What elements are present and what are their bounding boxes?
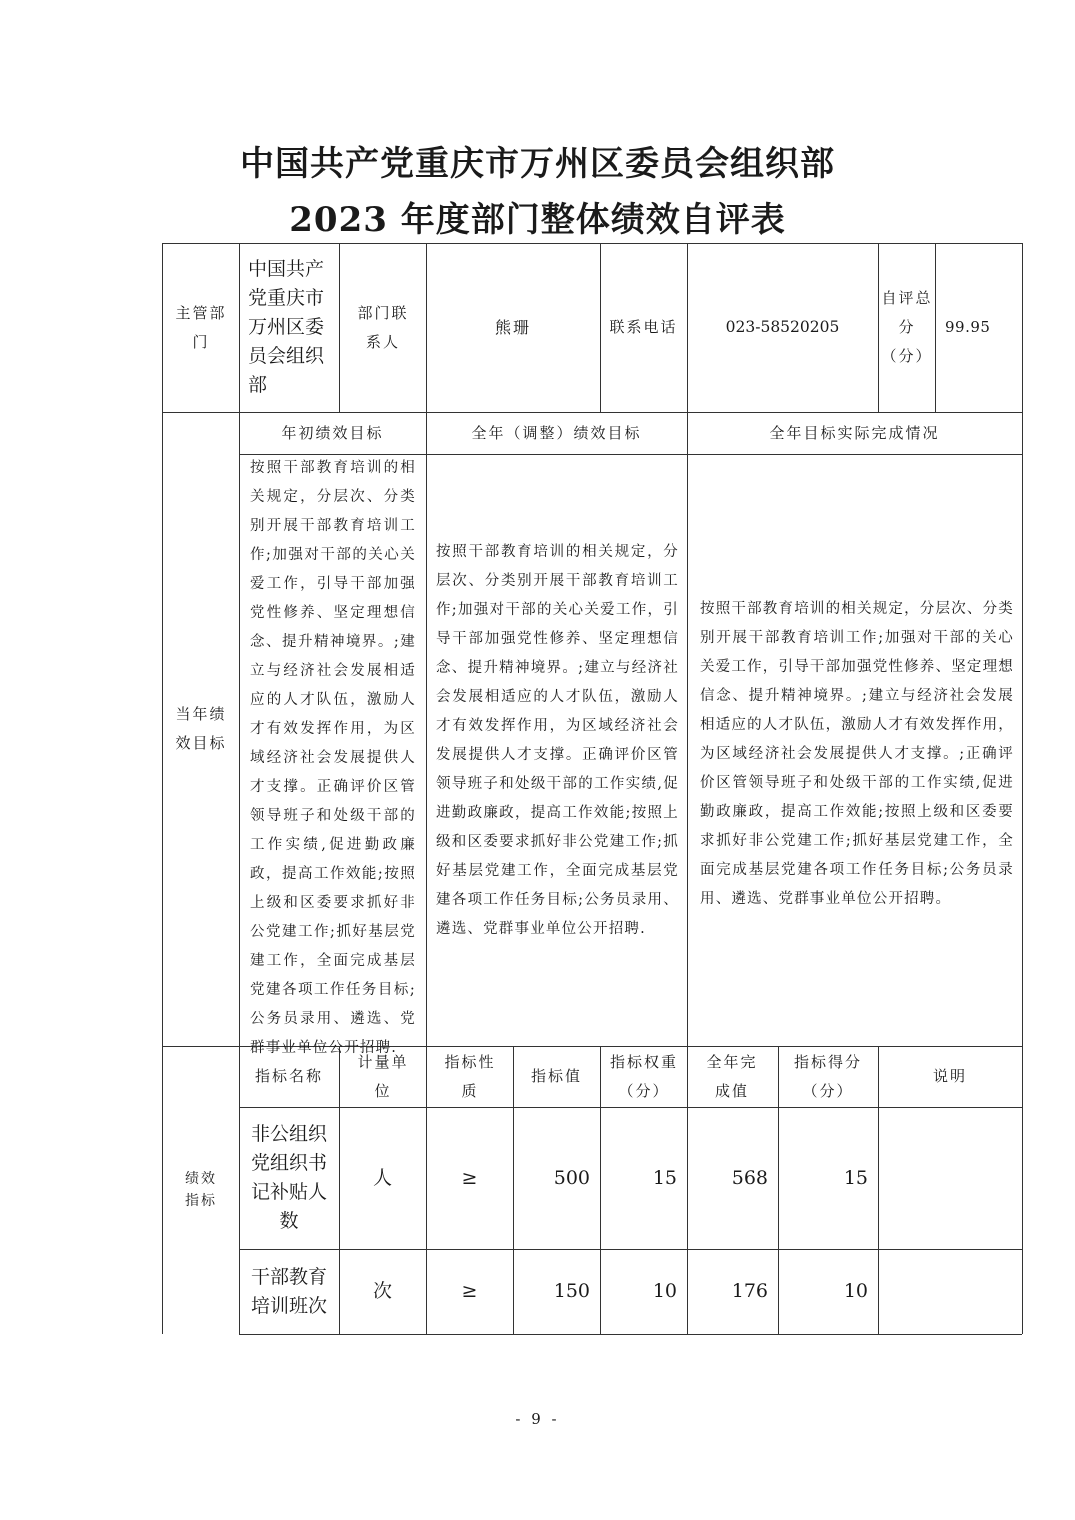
header-note: 说明 (932, 1067, 967, 1085)
rule-v (1022, 243, 1023, 1334)
goals-col-initial: 年初绩效目标 (281, 423, 384, 442)
dept-value: 中国共产党重庆市万州区委员会组织部 (248, 258, 325, 396)
rule-bottom (239, 1334, 1022, 1335)
header-name: 指标名称 (254, 1067, 323, 1085)
header-completed: 全年完成值 (706, 1052, 758, 1100)
table-row-nature: ≥ (461, 1166, 478, 1189)
score-label: 自评总分（分） (881, 289, 933, 365)
goals-section-label: 当年绩效目标 (175, 705, 227, 752)
page-number: - 9 - (515, 1410, 560, 1428)
rule-v (239, 243, 240, 1334)
header-weight: 指标权重（分） (609, 1052, 678, 1100)
document-title: 中国共产党重庆市万州区委员会组织部 (240, 144, 835, 184)
table-row-note (878, 1107, 1022, 1249)
table-row-nature: ≥ (461, 1280, 478, 1302)
rule-v (339, 243, 340, 412)
table-row-unit: 人 (372, 1166, 392, 1189)
dept-label: 主管部门 (175, 303, 227, 351)
score-value: 99.95 (945, 318, 991, 336)
table-row-completed: 568 (731, 1166, 768, 1189)
table-row-weight: 15 (652, 1166, 677, 1189)
goals-initial-text: 按照干部教育培训的相关规定，分层次、分类别开展干部教育培训工作;加强对干部的关心关爱工作，引导干部加强党性修养、坚定理想信念、提升精神境界。;建立与经济社会发展相适应的人才队伍，激励人才有效发挥作用，为区域经济社会发展提供人才支撑。正确评价区管领导班子和处级干部的工作实绩,促进勤政廉政，提高工作效能;按照上级和区委要求抓好非公党建工作;抓好基层党建工作，全面完成基层党建各项工作任务目标;公务员录用、遴选、党群事业单位公开招聘. (250, 460, 416, 1056)
rule-v (162, 243, 163, 1334)
goals-col-actual: 全年目标实际完成情况 (769, 423, 940, 442)
table-row-unit: 次 (372, 1280, 392, 1302)
contact-label: 部门联系人 (357, 303, 409, 351)
goals-actual-text: 按照干部教育培训的相关规定，分层次、分类别开展干部教育培训工作;加强对干部的关心关爱工作，引导干部加强党性修养、坚定理想信念、提升精神境界。;建立与经济社会发展相适应的人才队伍，激励人才有效发挥作用，为区域经济社会发展提供人才支撑。;正确评价区管领导班子和处级干部的工作实绩,促进勤政廉政，提高工作效能;按照上级和区委要求抓好非公党建工作;抓好基层党建工作，全面完成基层党建各项工作任务目标;公务员录用、遴选、党群事业单位公开招聘。 (700, 601, 1014, 907)
phone-label: 联系电话 (609, 318, 678, 336)
header-value: 指标值 (530, 1067, 582, 1085)
phone-value: 023-58520205 (725, 318, 840, 336)
header-unit: 计量单位 (357, 1052, 409, 1100)
contact-value: 熊珊 (494, 318, 531, 337)
table-row-name: 非公组织党组织书记补贴人数 (250, 1123, 327, 1232)
document-subtitle: 2023 年度部门整体绩效自评表 (289, 200, 786, 240)
table-row-score: 15 (843, 1166, 868, 1189)
table-row-note (878, 1249, 1022, 1334)
table-row-completed: 176 (731, 1280, 768, 1302)
table-row-value: 500 (553, 1166, 590, 1189)
header-score: 指标得分（分） (793, 1052, 862, 1100)
indicators-section-label: 绩效指标 (185, 1171, 217, 1209)
table-row-value: 150 (553, 1280, 590, 1302)
rule-v (878, 243, 879, 412)
table-row-weight: 10 (652, 1280, 677, 1302)
table-row-score: 10 (843, 1280, 868, 1302)
header-nature: 指标性质 (444, 1052, 496, 1100)
table-row-name: 干部教育培训班次 (250, 1265, 327, 1317)
goals-adjusted-text: 按照干部教育培训的相关规定，分层次、分类别开展干部教育培训工作;加强对干部的关心关爱工作，引导干部加强党性修养、坚定理想信念、提升精神境界。;建立与经济社会发展相适应的人才队伍，激励人才有效发挥作用，为区域经济社会发展提供人才支撑。正确评价区管领导班子和处级干部的工作实绩,促进勤政廉政，提高工作效能;按照上级和区委要求抓好非公党建工作;抓好基层党建工作，全面完成基层党建各项工作任务目标;公务员录用、遴选、党群事业单位公开招聘. (436, 544, 679, 937)
goals-col-adjusted: 全年（调整）绩效目标 (471, 423, 642, 442)
